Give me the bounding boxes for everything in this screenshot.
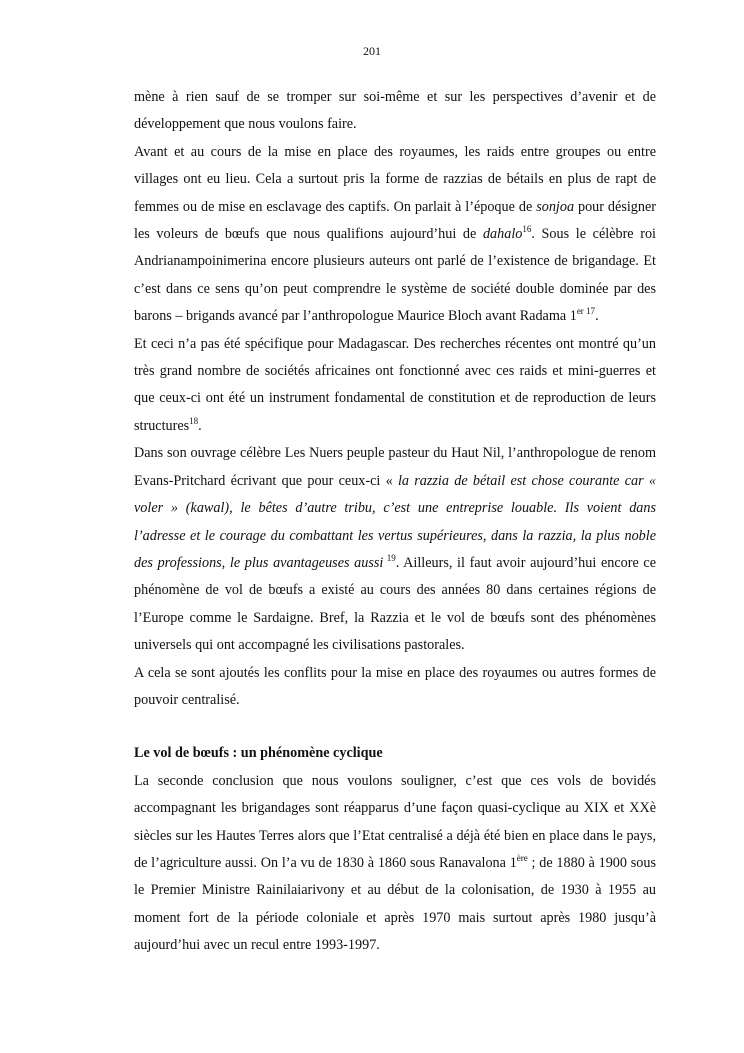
text-run: . Sous le célèbre roi Andrianampoinimerina encore plusieurs auteurs ont parlé de l’existence de brigandage. Et c’est dans ce sens qu’on peut comprendre le système de société double dominée par des barons – brigands avancé par l’anthropologue Maurice Bloch avant Radama 1 (134, 226, 656, 325)
footnote-ref-18: 18 (189, 415, 199, 426)
text-run: ; de 1880 à 1900 sous le Premier Ministre Rainilaiarivony et au début de la colonisation, de 1930 à 1955 au moment fort de la période coloniale et après 1970 mais surtout après 1980 jusqu’à aujourd’hui avec un recul entre 1993-1997. (134, 854, 656, 954)
paragraph-4 (134, 440, 656, 659)
text-run: . (198, 417, 202, 434)
footnote-ref-19: 19 (383, 552, 396, 563)
section-spacer (134, 714, 656, 740)
italic-term-dahalo: dahalo (482, 226, 523, 243)
text-run: La seconde conclusion que nous voulons souligner, c’est que ces vols de bovidés accompagnant les brigandages sont réapparus d’une façon quasi-cyclique au XIX et XXè siècles sur les Hautes Terres alors que l’Etat centralisé a déjà été bien en place dans le pays, de l’agriculture aussi. On l’a vu de 1830 à 1860 sous Ranavalona 1 (134, 772, 656, 871)
text-run: Dans son ouvrage célèbre Les Nuers peuple pasteur du Haut Nil, l’anthropologue de renom Evans-Pritchard écrivant que pour ceux-ci « (134, 445, 656, 489)
footnote-ref-16: 16 (522, 224, 532, 235)
paragraph-2 (134, 139, 656, 331)
paragraph-6 (134, 768, 656, 960)
paragraph-3 (134, 331, 656, 441)
page-number: 201 (363, 44, 381, 58)
paragraph-1: mène à rien sauf de se tromper sur soi-même et sur les perspectives d’avenir et de développement que nous voulons faire. (134, 89, 656, 133)
italic-term-sonjoa: sonjoa (536, 198, 575, 215)
italic-quotation: la razzia de bétail est chose courante car « voler » (kawal), le bêtes d’autre tribu, c’est une entreprise louable. Ils voient dans l’adresse et le courage du combattant les vertus supérieures, dans la razzia, la plus noble des professions, le plus avantageuses aussi (134, 472, 656, 571)
paragraph-5: A cela se sont ajoutés les conflits pour la mise en place des royaumes ou autres formes de pouvoir centralisé. (134, 664, 656, 708)
text-run: . Ailleurs, il faut avoir aujourd’hui encore ce phénomène de vol de bœufs a existé au cours des années 80 dans certaines régions de l’Europe comme le Sardaigne. Bref, la Razzia et le vol de bœufs sont des phénomènes universels qui ont accompagné les civilisations pastorales. (134, 554, 657, 654)
text-run: pour désigner les voleurs de bœufs que nous qualifions aujourd’hui de (134, 198, 656, 243)
footnote-ordinal-ere: ère (516, 852, 528, 863)
text-run: . (595, 308, 599, 325)
text-run: Avant et au cours de la mise en place des royaumes, les raids entre groupes ou entre villages ont eu lieu. Cela a surtout pris la forme de razzias de bétails en plus de rapt de femmes ou de mise en esclavage des captifs. On parlait à l’époque de (134, 143, 656, 215)
section-heading: Le vol de bœufs : un phénomène cyclique (134, 745, 383, 762)
document-body (134, 84, 656, 960)
footnote-ref-17: er 17 (576, 306, 596, 317)
text-run: Et ceci n’a pas été spécifique pour Madagascar. Des recherches récentes ont montré qu’un très grand nombre de sociétés africaines ont fonctionné avec ces raids et mini-guerres et que ceux-ci ont été un instrument fondamental de constitution et de reproduction de leurs structures (134, 335, 656, 434)
